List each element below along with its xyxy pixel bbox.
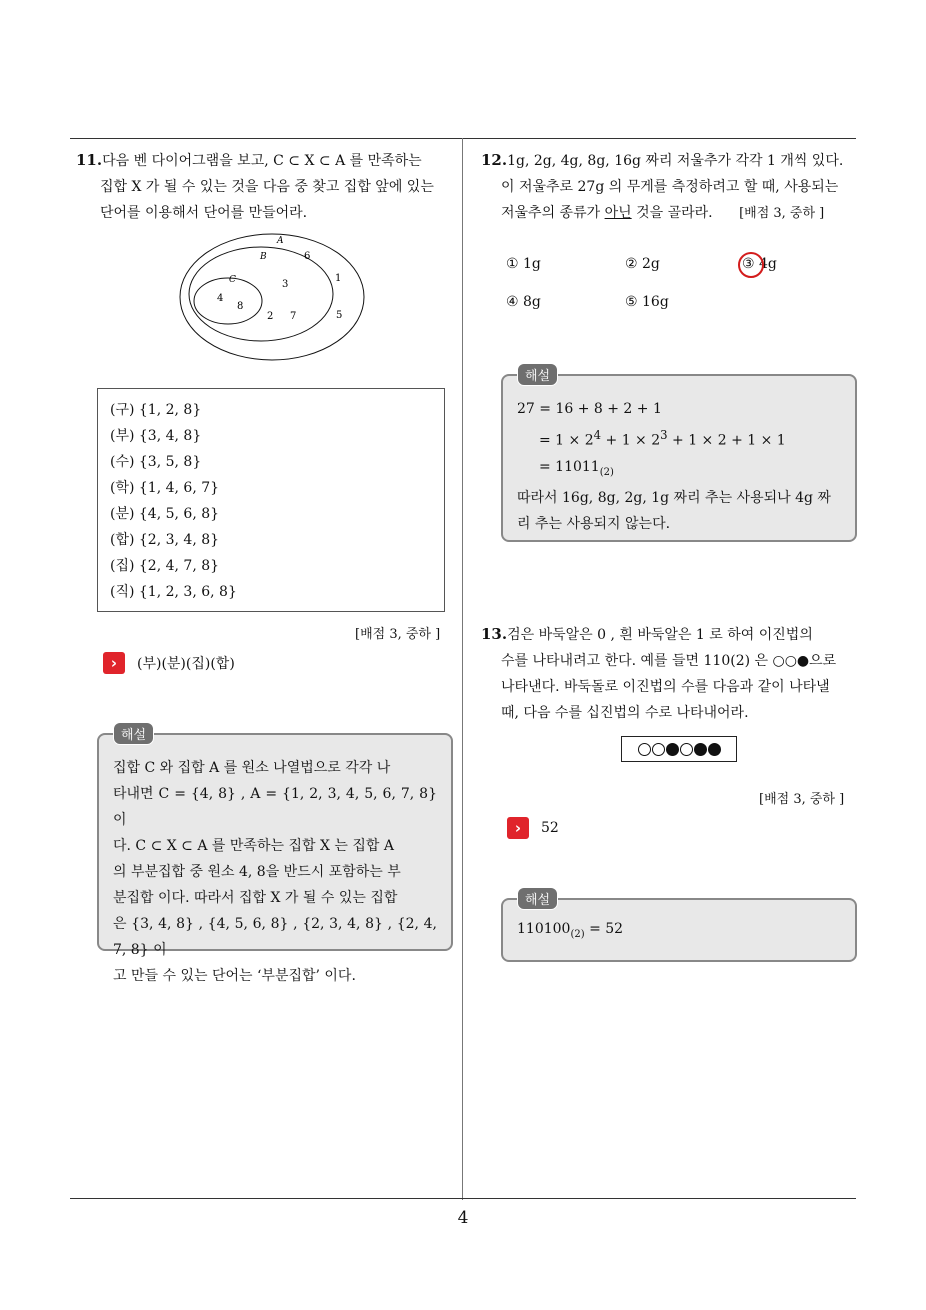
white-go-stone — [652, 743, 665, 756]
explanation-body: 27 = 16 + 8 + 2 + 1 = $1 \times 2^4 + 1 \times 2^3 + 1 \times 2 + 1 \times 1$ = $11011_{(2)}$ 따라서 16g, 8g, 2g, 1g 짜리 추는 사용되나 4g 짜 리 추는 사용되지 않는다. — [503, 376, 855, 547]
explanation-body: $110100_{(2)} = 52$ — [517, 921, 624, 940]
question-11-answer-text: (부)(분)(집)(합) — [137, 656, 235, 672]
answer-arrow-icon: › — [507, 817, 529, 839]
explanation-tag: 해설 — [113, 722, 154, 745]
word-option: (수) {3, 5, 8} — [110, 454, 202, 470]
page-number: 4 — [457, 1208, 469, 1228]
question-12-number: 12. — [481, 151, 508, 169]
black-go-stone — [708, 743, 721, 756]
word-option: (직) {1, 2, 3, 6, 8} — [110, 584, 237, 600]
question-11 — [76, 147, 462, 226]
question-13-line-1: 13.검은 바둑알은 0 , 흰 바둑알은 1 로 하여 이진법의 — [481, 625, 813, 643]
label-b: B — [260, 252, 267, 262]
calc-line-1: 27 = 16 + 8 + 2 + 1 — [517, 401, 662, 417]
element-1: 1 — [335, 273, 342, 284]
choice-5[interactable]: ⑤ 16g — [625, 294, 669, 310]
black-go-stone — [666, 743, 679, 756]
question-12 — [481, 147, 861, 227]
question-11-explanation — [97, 728, 453, 984]
question-13-line-4: 때, 다음 수를 십진법의 수로 나타내어라. — [501, 705, 749, 721]
question-11-points: [배점 3, 중하 ] — [355, 627, 441, 642]
choice-3[interactable]: ③ 4g — [742, 256, 777, 272]
question-11-number: 11. — [76, 151, 103, 169]
question-13-line-3: 나타낸다. 바둑돌로 이진법의 수를 다음과 같이 나타낼 — [501, 679, 830, 695]
white-go-stone — [638, 743, 651, 756]
question-12-points: [배점 3, 중하 ] — [739, 206, 825, 221]
explanation-body: 집합 C 와 집합 A 를 원소 나열법으로 각각 나 타내면 C = {4, 8} , A = {1, 2, 3, 4, 5, 6, 7, 8} 이 다. C ⊂ X ⊂ A 를 만족하는 집합 X 는 집합 A 의 부분집합 중 원소 4, 8을 반드시 포함하는 부 분집합 이다. 따라서 집합 X 가 될 수 있는 집합 은 {3, 4, 8} , {4, 5, 6, 8} , {2, 3, 4, 8} , {2, 4, 7, 8} 이 고 만들 수 있는 단어는 ‘부분집합’ 이다. — [113, 760, 437, 984]
word-options-list — [98, 389, 444, 605]
question-11-line-3: 단어를 이용해서 단어를 만들어라. — [100, 205, 308, 221]
element-8: 8 — [237, 301, 244, 312]
question-11-line-1: 11.다음 벤 다이어그램을 보고, C ⊂ X ⊂ A 를 만족하는 — [76, 151, 422, 169]
element-2: 2 — [267, 311, 274, 322]
underlined-word: 아닌 — [604, 205, 632, 221]
black-go-stone — [694, 743, 707, 756]
choice-2[interactable]: ② 2g — [625, 256, 660, 272]
element-3: 3 — [282, 279, 289, 290]
element-4: 4 — [217, 293, 224, 304]
element-7: 7 — [290, 311, 297, 322]
label-c: C — [229, 275, 236, 285]
go-stones-box — [621, 736, 737, 762]
element-6: 6 — [304, 251, 311, 262]
question-13-answer — [507, 817, 559, 839]
word-option: (구) {1, 2, 8} — [110, 402, 202, 418]
question-11-line-2: 집합 X 가 될 수 있는 것을 다음 중 찾고 집합 앞에 있는 — [100, 179, 434, 195]
question-13-line-2: 수를 나타내려고 한다. 예를 들면 110(2) 은 ○○●으로 — [501, 653, 837, 669]
top-rule — [70, 138, 856, 139]
bottom-rule — [70, 1198, 856, 1199]
label-a: A — [277, 236, 284, 246]
word-option: (분) {4, 5, 6, 8} — [110, 506, 220, 522]
choice-1[interactable]: ① 1g — [506, 256, 541, 272]
set-a-ellipse — [180, 234, 364, 360]
selected-answer-circle — [738, 252, 764, 278]
word-option: (집) {2, 4, 7, 8} — [110, 558, 220, 574]
question-11-answer — [103, 652, 235, 674]
element-5: 5 — [336, 310, 343, 321]
word-option: (합) {2, 3, 4, 8} — [110, 532, 220, 548]
question-12-line-3: 저울추의 종류가 아닌 것을 골라라. [배점 3, 중하 ] — [501, 205, 825, 221]
column-divider — [462, 138, 463, 1200]
set-c-ellipse — [194, 278, 262, 324]
word-options-box — [97, 388, 445, 612]
venn-diagram — [176, 230, 376, 365]
word-option: (학) {1, 4, 6, 7} — [110, 480, 220, 496]
calc-line-2: = $1 \times 2^4 + 1 \times 2^3 + 1 \times 2 + 1 \times 1$ — [539, 428, 786, 449]
calc-line-3: = $11011_{(2)}$ — [539, 458, 614, 478]
word-option: (부) {3, 4, 8} — [110, 428, 202, 444]
choice-4[interactable]: ④ 8g — [506, 294, 541, 310]
question-12-explanation — [501, 369, 857, 542]
explanation-tag: 해설 — [517, 363, 558, 386]
question-13-answer-text: 52 — [541, 820, 559, 836]
question-13-number: 13. — [481, 625, 508, 643]
question-13-explanation — [501, 893, 857, 962]
explanation-tag: 해설 — [517, 887, 558, 910]
question-13-points: [배점 3, 중하 ] — [759, 792, 845, 807]
white-go-stone — [680, 743, 693, 756]
question-13 — [481, 621, 861, 726]
question-12-line-1: 12.1g, 2g, 4g, 8g, 16g 짜리 저울추가 각각 1 개씩 있다. — [481, 151, 844, 169]
question-12-line-2: 이 저울추로 27g 의 무게를 측정하려고 할 때, 사용되는 — [501, 179, 839, 195]
answer-arrow-icon: › — [103, 652, 125, 674]
